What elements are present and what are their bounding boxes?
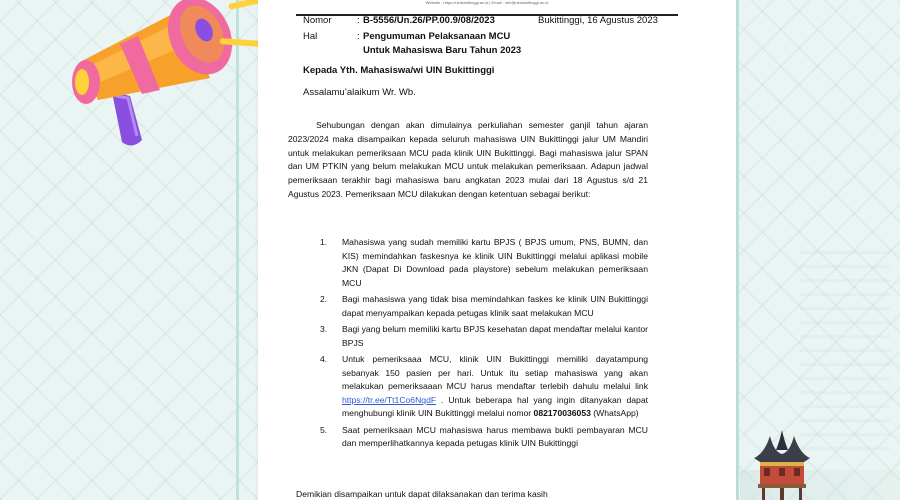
list-item: 4. Untuk pemeriksaaa MCU, klinik UIN Bukittinggi memiliki dayatampung sebanyak 150 pasien per hari. Untuk itu setiap mahasiswa yang akan melakukan pemeriksaaan MCU harus mendaftar terlebih dahulu melalui link https://tr.ee/Tt1Co6NqdF . Untuk beberapa hal yang ingin ditanyakan dapat menghubungi klinik UIN Bukittinggi melalui nomor 082170036053 (WhatsApp)	[320, 354, 648, 418]
phone-number: 082170036053	[533, 408, 591, 418]
closing-sentence: Demikian disampaikan untuk dapat dilaksanakan dan terima kasih	[296, 489, 548, 499]
nomor-row: Nomor : B-5556/Un.26/PP.00.9/08/2023	[303, 15, 495, 26]
requirements-list	[320, 236, 648, 454]
greeting: Assalamu’alaikum Wr. Wb.	[303, 87, 416, 98]
letterhead-contact: Website : https://uinbukittinggi.ac.id | Email : info@uinbukittinggi.ac.id	[425, 0, 549, 5]
hal-row: Hal : Pengumuman Pelaksanaan MCU	[303, 31, 511, 42]
hal-row-2	[258, 45, 728, 59]
addressee: Kepada Yth. Mahasiswa/wi UIN Bukittinggi	[303, 65, 495, 76]
megaphone-icon	[60, 0, 280, 160]
list-item: 5. Saat pemeriksaan MCU mahasiswa harus membawa bukti pembayaran MCU dan memperlihatkannya kepada petugas klinik UIN Bukittinggi	[320, 424, 648, 448]
hal-label: Hal	[303, 31, 318, 42]
list-item: 2. Bagi mahasiswa yang tidak bisa memindahkan faskes ke klinik UIN Bukittinggi dapat menyampaikan kepada petugas klinik saat melakukan MCU	[320, 294, 648, 318]
letterhead-footer-line	[296, 0, 678, 16]
background-building-silhouette	[800, 250, 890, 450]
list-item: 1. Mahasiswa yang sudah memiliki kartu BPJS ( BPJS umum, PNS, BUMN, dan KIS) memindahkan faskesnya ke klinik UIN Bukittinggi melalui aplikasi mobile JKN (Dapat Di Download pada playstore) sebelum melakukan pemeriksaan MCU	[320, 237, 648, 288]
list-item: 3. Bagi yang belum memiliki kartu BPJS kesehatan dapat mendaftar melalui kantor BPJS	[320, 324, 648, 348]
rumah-gadang-icon	[752, 428, 812, 500]
frame-line-right	[736, 0, 739, 500]
nomor-value: B-5556/Un.26/PP.00.9/08/2023	[363, 15, 495, 26]
hal-subject-line2: Untuk Mahasiswa Baru Tahun 2023	[363, 45, 522, 56]
hal-subject-line1: Pengumuman Pelaksanaan MCU	[363, 31, 511, 42]
letter-date: Bukittinggi, 16 Agustus 2023	[538, 15, 658, 26]
letter-document	[258, 0, 736, 500]
registration-link[interactable]: https://tr.ee/Tt1Co6NqdF	[342, 394, 437, 405]
opening-paragraph: Sehubungan dengan akan dimulainya perkuliahan semester ganjil tahun ajaran 2023/2024 maka disampaikan kepada seluruh mahasiswa UIN Bukittinggi jalur UM Mandiri untuk melakukan pemeriksaan MCU pada klinik UIN Bukittinggi. Bagi mahasiswa jalur SPAN dan UM PTKIN yang belum melakukan MCU untuk melakukan pemeriksaan. Adapun jadwal pemeriksaan terakhir bagi mahasiswa baru angkatan 2023 mulai dari 18 Agustus s/d 21 Agustus 2023. Pemeriksaan MCU dilakukan dengan ketentuan sebagai berikut:	[288, 120, 648, 199]
nomor-label: Nomor	[303, 15, 332, 26]
